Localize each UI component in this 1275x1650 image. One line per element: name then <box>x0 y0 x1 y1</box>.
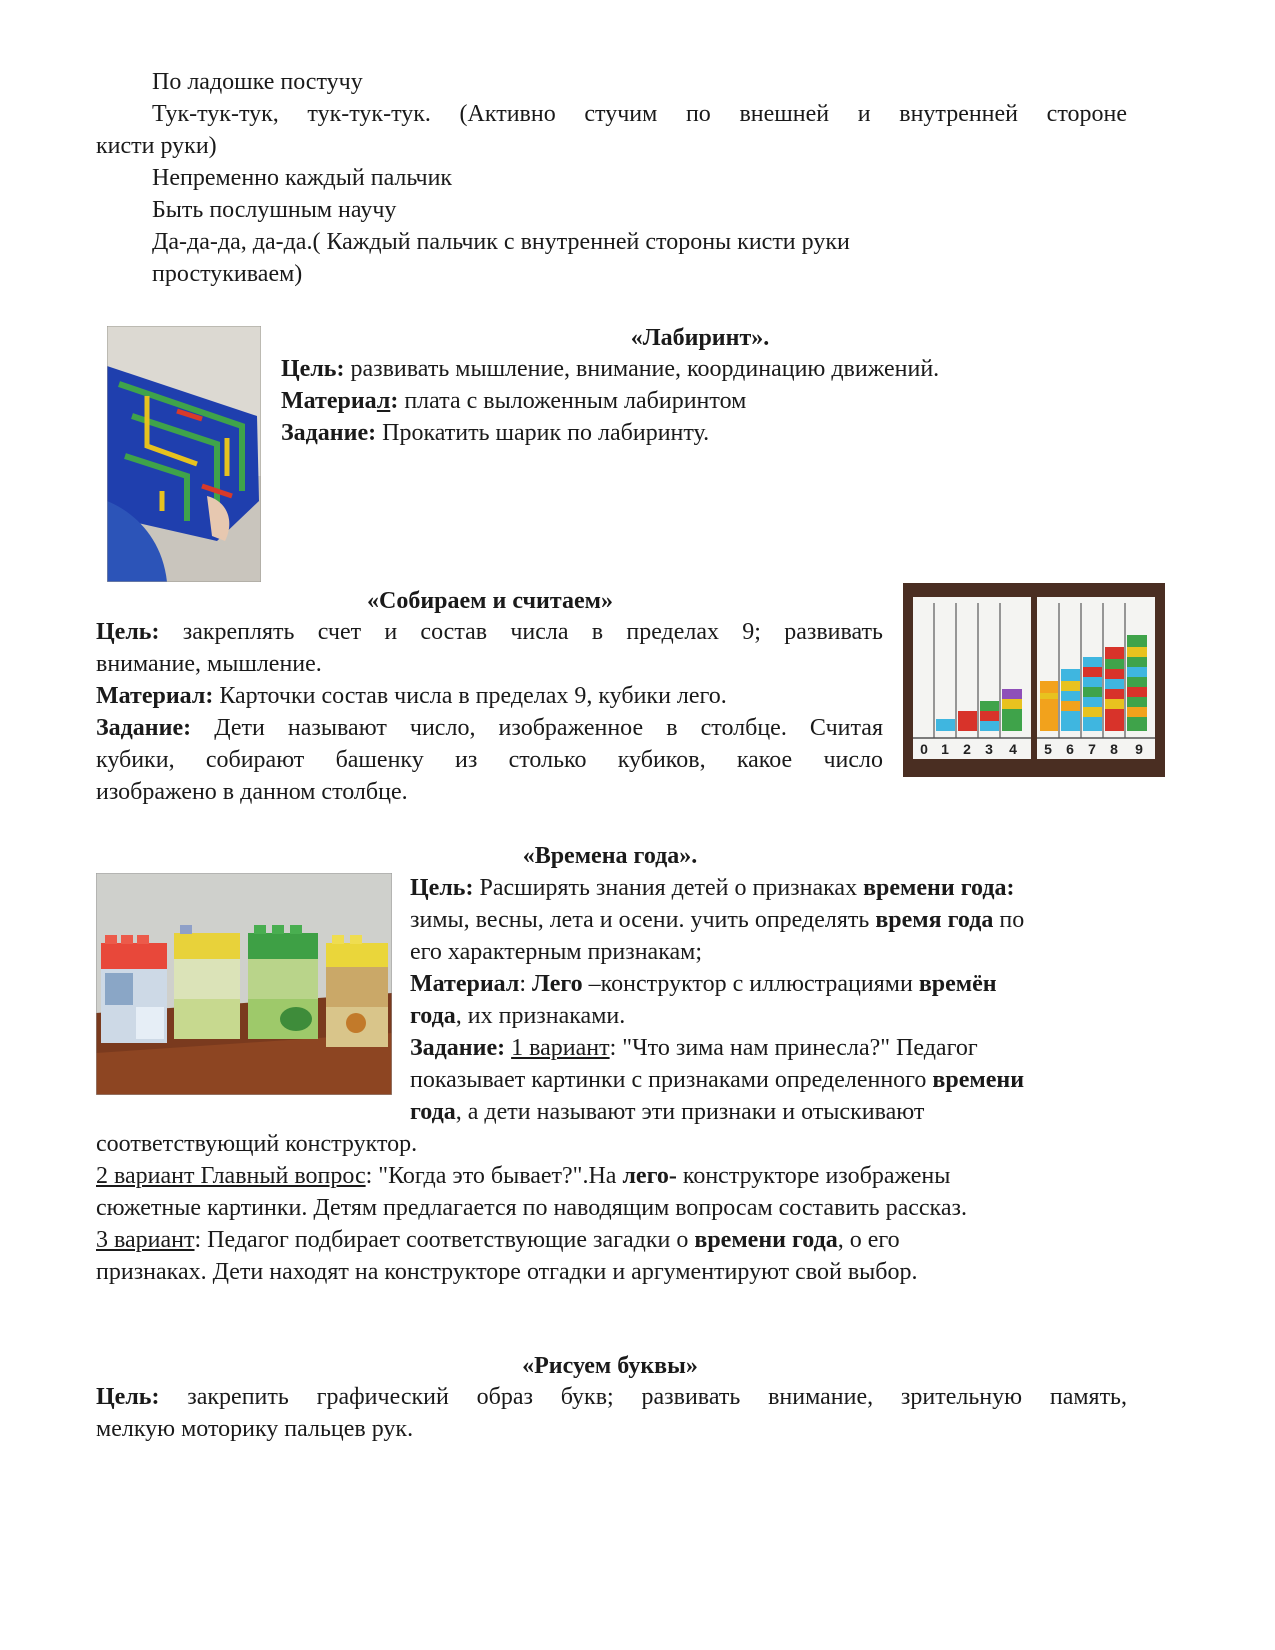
poem-line-2: Тук-тук-тук, тук-тук-тук. (Активно стучим по внешней и внутренней стороне <box>152 101 1127 127</box>
seasons-task-line-3 <box>410 1096 924 1128</box>
seasons-task-line-1 <box>410 1032 978 1064</box>
count-goal-line-2: внимание, мышление. <box>96 651 322 677</box>
variant-2-text: : "Когда это бывает?".На <box>365 1163 623 1189</box>
task-label: Задание: <box>410 1035 506 1061</box>
seasons-goal-line-2 <box>410 904 1024 936</box>
variant-3-emph: времени года <box>694 1227 838 1253</box>
letters-title: «Рисуем буквы» <box>522 1353 698 1379</box>
labyrinth-goal <box>281 353 939 385</box>
seasons-material-line-1 <box>410 968 997 1000</box>
task3-text: , а дети называют эти признаки и отыскивают <box>455 1099 925 1125</box>
poem-line-1: По ладошке постучу <box>152 69 363 95</box>
card-digit: 7 <box>1088 741 1096 757</box>
card-digit: 6 <box>1066 741 1074 757</box>
task-text: : "Что зима нам принесла?" Педагог <box>609 1035 978 1061</box>
count-material <box>96 680 727 712</box>
task2-emph: времени <box>932 1067 1025 1093</box>
goal-text: развивать мышление, внимание, координацию движений. <box>344 356 940 382</box>
goal-emph: времени года <box>863 875 1007 901</box>
task-label: Задание: <box>96 715 192 741</box>
seasons-variant-2-line-1 <box>96 1160 950 1192</box>
labyrinth-photo <box>107 326 261 582</box>
letters-goal-line-2: мелкую моторику пальцев рук. <box>96 1416 414 1442</box>
task-label: Задание: <box>281 420 377 446</box>
material-label-a: Материа <box>281 388 377 414</box>
material-lego: Лего <box>526 971 583 997</box>
letters-goal-line-1 <box>96 1381 1127 1413</box>
material-emph: времён <box>918 971 997 997</box>
task3-emph: года <box>410 1099 456 1125</box>
card-digit: 5 <box>1044 741 1052 757</box>
variant-3-label: 3 вариант <box>96 1227 195 1253</box>
task-text: Прокатить шарик по лабиринту. <box>376 420 710 446</box>
goal-label: Цель: <box>410 875 474 901</box>
seasons-goal-line-1 <box>410 872 1014 904</box>
card-digit: 2 <box>963 741 971 757</box>
card-digit: 8 <box>1110 741 1118 757</box>
goal-text: Расширять знания детей о признаках <box>473 875 864 901</box>
seasons-task-line-2 <box>410 1064 1024 1096</box>
variant-2-end: конструкторе изображены <box>676 1163 951 1189</box>
task-text: Дети называют число, изображенное в столбце. Считая <box>191 715 883 741</box>
seasons-title: «Времена года». <box>522 843 698 869</box>
labyrinth-title: «Лабиринт». <box>630 325 770 351</box>
material2-emph: года <box>410 1003 456 1029</box>
variant-2-emph: лего- <box>622 1163 677 1189</box>
material-label: Материал: <box>96 683 214 709</box>
count-title: «Собираем и считаем» <box>367 588 613 614</box>
count-goal-line-1 <box>96 616 883 648</box>
count-task-line-1 <box>96 712 883 744</box>
card-digit: 3 <box>985 741 993 757</box>
seasons-variant-3-line-1 <box>96 1224 900 1256</box>
variant-3-text: : Педагог подбирает соответствующие загадки о <box>194 1227 695 1253</box>
seasons-material-line-2 <box>410 1000 625 1032</box>
material-label-c: : <box>390 388 399 414</box>
poem-line-5-cont: простукиваем) <box>152 261 303 287</box>
count-task-line-3: изображено в данном столбце. <box>96 779 408 805</box>
goal-label: Цель: <box>281 356 345 382</box>
variant-2-label: 2 вариант Главный вопрос <box>96 1163 366 1189</box>
poem-line-4: Быть послушным научу <box>152 197 397 223</box>
goal-colon: : <box>1006 875 1015 901</box>
task-variant-1: 1 вариант <box>511 1035 610 1061</box>
counting-cards-photo <box>903 583 1165 777</box>
goal-label: Цель: <box>96 619 160 645</box>
poem-line-2-cont: кисти руки) <box>96 133 217 159</box>
card-digit: 4 <box>1009 741 1017 757</box>
card-digit: 1 <box>941 741 949 757</box>
material-label <box>281 388 398 414</box>
card-digit: 9 <box>1135 741 1143 757</box>
material-colon: : <box>519 971 526 997</box>
material-text: плата с выложенным лабиринтом <box>398 388 747 414</box>
labyrinth-material <box>281 385 746 417</box>
seasons-variant-2-line-2: сюжетные картинки. Детям предлагается по наводящим вопросам составить рассказ. <box>96 1195 967 1221</box>
seasons-task-line-4: соответствующий конструктор. <box>96 1131 418 1157</box>
seasons-photo <box>96 873 392 1095</box>
card-digit: 0 <box>920 741 928 757</box>
material-label-b: л <box>376 388 391 414</box>
seasons-variant-3-line-2: признаках. Дети находят на конструкторе отгадки и аргументируют свой выбор. <box>96 1259 918 1285</box>
labyrinth-task <box>281 417 709 449</box>
material2-text: , их признаками. <box>455 1003 626 1029</box>
goal2-end: по <box>993 907 1025 933</box>
task2-text: показывает картинки с признаками определенного <box>410 1067 933 1093</box>
goal-text: закреплять счет и состав числа в пределах 9; развивать <box>159 619 883 645</box>
material-text: –конструктор с иллюстрациями <box>582 971 919 997</box>
variant-3-end: , о его <box>837 1227 900 1253</box>
goal2-emph: время года <box>875 907 994 933</box>
material-text: Карточки состав числа в пределах 9, кубики лего. <box>213 683 727 709</box>
seasons-goal-line-3: его характерным признакам; <box>410 939 702 965</box>
poem-line-5: Да-да-да, да-да.( Каждый пальчик с внутренней стороны кисти руки <box>152 229 850 255</box>
goal2-text: зимы, весны, лета и осени. учить определять <box>410 907 876 933</box>
goal-text: закрепить графический образ букв; развивать внимание, зрительную память, <box>159 1384 1127 1410</box>
material-label: Материал <box>410 971 520 997</box>
poem-line-3: Непременно каждый пальчик <box>152 165 453 191</box>
goal-label: Цель: <box>96 1384 160 1410</box>
count-task-line-2: кубики, собирают башенку из столько кубиков, какое число <box>96 747 883 773</box>
